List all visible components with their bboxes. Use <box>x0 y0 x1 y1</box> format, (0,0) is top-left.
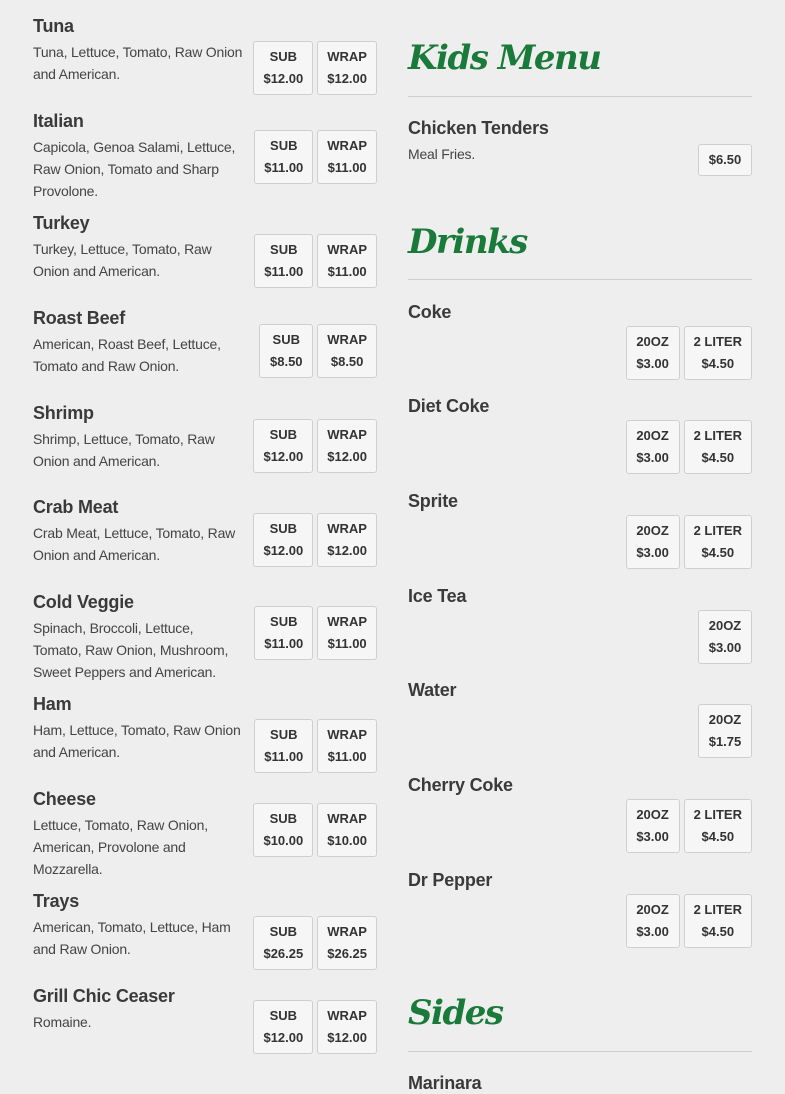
item-name: Marinara <box>408 1073 482 1093</box>
sub-price-button[interactable] <box>254 719 313 773</box>
kids-menu-title: Kids Menu <box>408 38 601 78</box>
item-name: Italian <box>33 111 84 131</box>
price-value: $12.00 <box>327 543 367 558</box>
sub-price-button[interactable] <box>253 803 313 857</box>
price-value: $11.00 <box>327 749 367 764</box>
price-value: $4.50 <box>701 829 735 844</box>
20oz-price-button[interactable] <box>626 420 680 474</box>
price-size-label: WRAP <box>327 427 367 442</box>
price-value: $12.00 <box>263 449 304 464</box>
item-description: Tuna, Lettuce, Tomato, Raw Onion and American. <box>33 44 243 82</box>
price-value: $3.00 <box>636 356 669 371</box>
price-options <box>698 610 752 664</box>
price-size-label: SUB <box>270 138 298 153</box>
2-liter-price-button[interactable] <box>684 515 752 569</box>
price-size-label: SUB <box>269 427 298 442</box>
price-options <box>254 606 377 660</box>
price-value: $8.50 <box>330 354 364 369</box>
price-size-label: 20OZ <box>636 807 669 822</box>
item-name: Cold Veggie <box>33 592 134 612</box>
price-size-label: 20OZ <box>636 334 669 349</box>
price-value: $12.00 <box>327 449 367 464</box>
price-size-label: SUB <box>269 521 298 536</box>
price-options <box>253 803 377 857</box>
item-name: Grill Chic Ceaser <box>33 986 175 1006</box>
price-size-label: WRAP <box>327 521 367 536</box>
2-liter-price-button[interactable] <box>684 799 752 853</box>
price-options <box>626 326 752 380</box>
price-value: $12.00 <box>263 71 304 86</box>
price-size-label: 2 LITER <box>693 902 742 917</box>
item-description: Lettuce, Tomato, Raw Onion, American, Provolone and Mozzarella. <box>33 817 208 877</box>
price-value: $1.75 <box>708 734 742 749</box>
price-options <box>254 130 377 184</box>
price-options <box>253 1000 377 1054</box>
price-value: $11.00 <box>327 264 367 279</box>
item-description: Spinach, Broccoli, Lettuce, Tomato, Raw Onion, Mushroom, Sweet Peppers and American. <box>33 620 229 680</box>
price-options <box>253 41 377 95</box>
divider <box>408 96 752 97</box>
wrap-price-button[interactable] <box>317 234 377 288</box>
price-options <box>254 719 377 773</box>
price-value: $12.00 <box>263 1030 304 1045</box>
sides-title: Sides <box>408 993 503 1033</box>
item-name: Cherry Coke <box>408 775 513 795</box>
sub-price-button[interactable] <box>253 41 313 95</box>
wrap-price-button[interactable] <box>317 130 377 184</box>
item-name: Turkey <box>33 213 90 233</box>
drinks-title: Drinks <box>408 222 527 262</box>
item-name: Chicken Tenders <box>408 118 549 138</box>
price-value: $11.00 <box>264 264 304 279</box>
price-size-label: SUB <box>269 1008 298 1023</box>
item-name: Roast Beef <box>33 308 126 328</box>
price-options <box>259 324 377 378</box>
price-value: $26.25 <box>327 946 367 961</box>
price-value: $3.00 <box>636 450 669 465</box>
item-description: Capicola, Genoa Salami, Lettuce, Raw Onion, Tomato and Sharp Provolone. <box>33 139 236 199</box>
sub-price-button[interactable] <box>253 419 313 473</box>
price-size-label: 20OZ <box>708 618 742 633</box>
wrap-price-button[interactable] <box>317 41 377 95</box>
price-options <box>254 234 377 288</box>
price-size-label: 2 LITER <box>693 334 742 349</box>
price-value: $11.00 <box>327 160 367 175</box>
2-liter-price-button[interactable] <box>684 326 752 380</box>
price-size-label: WRAP <box>327 49 367 64</box>
price-size-label: SUB <box>270 614 298 629</box>
price-size-label: WRAP <box>327 924 367 939</box>
price-size-label: WRAP <box>327 242 367 257</box>
price-size-label: 2 LITER <box>693 523 742 538</box>
price-size-label: SUB <box>272 332 300 347</box>
item-name: Crab Meat <box>33 497 119 517</box>
price-value: $3.00 <box>636 545 669 560</box>
wrap-price-button[interactable] <box>317 1000 377 1054</box>
item-description: Meal Fries. <box>408 146 476 162</box>
price-size-label: 20OZ <box>708 712 742 727</box>
price-value: $11.00 <box>327 636 367 651</box>
item-description: Romaine. <box>33 1014 92 1030</box>
price-size-label: WRAP <box>327 727 367 742</box>
price-value: $11.00 <box>264 749 304 764</box>
price-value: $3.00 <box>708 640 742 655</box>
20oz-price-button[interactable] <box>626 799 680 853</box>
price-options <box>698 144 752 176</box>
price-size-label: SUB <box>270 242 298 257</box>
item-name: Ice Tea <box>408 586 467 606</box>
2-liter-price-button[interactable] <box>684 894 752 948</box>
price-size-label: WRAP <box>327 1008 367 1023</box>
price-size-label: 2 LITER <box>693 428 742 443</box>
price-value: $6.50 <box>708 152 742 167</box>
price-value: $10.00 <box>327 833 367 848</box>
sub-price-button[interactable] <box>253 1000 313 1054</box>
wrap-price-button[interactable] <box>317 419 377 473</box>
price-options <box>626 515 752 569</box>
20oz-price-button[interactable] <box>626 894 680 948</box>
price-size-label: 2 LITER <box>693 807 742 822</box>
2-liter-price-button[interactable] <box>684 420 752 474</box>
divider <box>408 1051 752 1052</box>
price-options <box>626 420 752 474</box>
price-options <box>253 916 377 970</box>
item-description: Crab Meat, Lettuce, Tomato, Raw Onion and American. <box>33 525 236 563</box>
price-value: $3.00 <box>636 924 669 939</box>
wrap-price-button[interactable] <box>317 513 377 567</box>
item-description: Shrimp, Lettuce, Tomato, Raw Onion and American. <box>33 431 215 469</box>
wrap-price-button[interactable] <box>317 606 377 660</box>
price-value: $26.25 <box>263 946 304 961</box>
price-price-button[interactable] <box>698 144 752 176</box>
price-size-label: SUB <box>269 924 298 939</box>
item-name: Ham <box>33 694 72 714</box>
item-description: Turkey, Lettuce, Tomato, Raw Onion and American. <box>33 241 212 279</box>
price-size-label: WRAP <box>327 138 367 153</box>
sub-price-button[interactable] <box>253 916 313 970</box>
wrap-price-button[interactable] <box>317 324 377 378</box>
price-size-label: 20OZ <box>636 428 669 443</box>
item-name: Dr Pepper <box>408 870 493 890</box>
price-options <box>626 894 752 948</box>
20oz-price-button[interactable] <box>626 326 680 380</box>
sub-price-button[interactable] <box>254 130 313 184</box>
wrap-price-button[interactable] <box>317 719 377 773</box>
sub-price-button[interactable] <box>254 606 313 660</box>
price-value: $4.50 <box>701 356 735 371</box>
20oz-price-button[interactable] <box>698 704 752 758</box>
price-size-label: WRAP <box>327 332 367 347</box>
item-description: American, Tomato, Lettuce, Ham and Raw Onion. <box>33 919 231 957</box>
item-name: Cheese <box>33 789 96 809</box>
item-name: Sprite <box>408 491 458 511</box>
price-value: $12.00 <box>327 71 367 86</box>
price-options <box>626 799 752 853</box>
price-size-label: SUB <box>269 49 298 64</box>
price-value: $8.50 <box>270 354 303 369</box>
price-value: $11.00 <box>264 636 304 651</box>
20oz-price-button[interactable] <box>626 515 680 569</box>
price-size-label: 20OZ <box>636 523 669 538</box>
wrap-price-button[interactable] <box>317 916 377 970</box>
price-value: $4.50 <box>701 924 735 939</box>
price-size-label: WRAP <box>327 614 367 629</box>
price-options <box>253 419 377 473</box>
price-value: $11.00 <box>264 160 304 175</box>
sub-price-button[interactable] <box>254 234 313 288</box>
price-size-label: SUB <box>270 727 298 742</box>
price-size-label: WRAP <box>327 811 367 826</box>
price-size-label: SUB <box>269 811 298 826</box>
price-options <box>253 513 377 567</box>
item-name: Tuna <box>33 16 74 36</box>
price-value: $3.00 <box>636 829 669 844</box>
20oz-price-button[interactable] <box>698 610 752 664</box>
item-name: Trays <box>33 891 80 911</box>
price-value: $4.50 <box>701 450 735 465</box>
item-name: Water <box>408 680 457 700</box>
sub-price-button[interactable] <box>253 513 313 567</box>
item-description: Ham, Lettuce, Tomato, Raw Onion and American. <box>33 722 241 760</box>
price-value: $4.50 <box>701 545 735 560</box>
price-value: $10.00 <box>263 833 304 848</box>
item-description: American, Roast Beef, Lettuce, Tomato and Raw Onion. <box>33 336 221 374</box>
price-options <box>698 704 752 758</box>
item-name: Coke <box>408 302 452 322</box>
divider <box>408 279 752 280</box>
price-value: $12.00 <box>263 543 304 558</box>
item-name: Diet Coke <box>408 396 490 416</box>
price-size-label: 20OZ <box>636 902 669 917</box>
item-name: Shrimp <box>33 403 94 423</box>
price-value: $12.00 <box>327 1030 367 1045</box>
sub-price-button[interactable] <box>259 324 313 378</box>
wrap-price-button[interactable] <box>317 803 377 857</box>
